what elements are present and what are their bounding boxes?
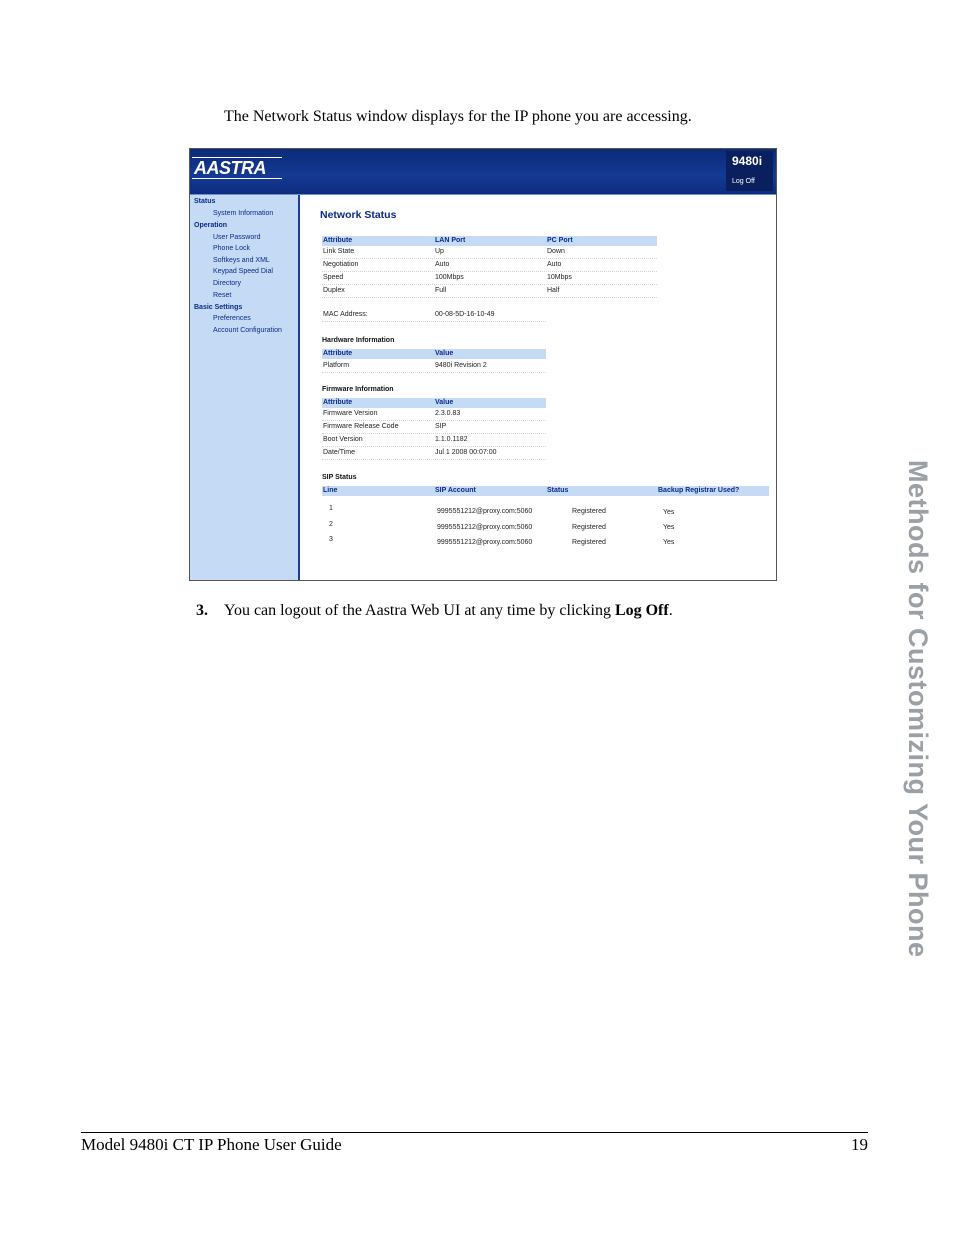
table-row	[322, 519, 769, 531]
cell: Down	[547, 248, 565, 255]
nav-item-phone-lock[interactable]: Phone Lock	[213, 245, 250, 252]
model-badge	[726, 151, 773, 191]
model-number: 9480i	[732, 154, 763, 168]
cell: 3	[329, 536, 333, 543]
cell: Yes	[663, 539, 675, 546]
cell: 2.3.0.83	[435, 410, 461, 417]
intro-text: The Network Status window displays for the IP phone you are accessing.	[224, 108, 692, 125]
cell: Boot Version	[323, 436, 363, 443]
column-header: Attribute	[323, 399, 353, 406]
cell: Yes	[663, 509, 675, 516]
nav-item-system-information[interactable]: System Information	[213, 210, 274, 217]
column-header: Attribute	[323, 237, 353, 244]
column-header: Value	[435, 399, 454, 406]
cell: Duplex	[323, 287, 345, 294]
cell: Negotiation	[323, 261, 359, 268]
page-number: 19	[851, 1135, 868, 1154]
cell: 1.1.0.1182	[435, 436, 468, 443]
table-row	[322, 360, 546, 373]
mac-value: 00-08-5D-16-10-49	[435, 311, 495, 318]
cell: 9995551212@proxy.com:5060	[437, 508, 533, 515]
footer-rule	[81, 1132, 868, 1133]
table-row	[322, 259, 657, 272]
column-header: SIP Account	[435, 487, 476, 494]
sip-title: SIP Status	[322, 474, 357, 481]
cell: Full	[435, 287, 447, 294]
cell: Yes	[663, 524, 675, 531]
cell: Half	[547, 287, 560, 294]
cell: Firmware Release Code	[323, 423, 399, 430]
column-header: Status	[547, 487, 569, 494]
nav-section-basic-settings: Basic Settings	[194, 304, 243, 311]
step-number: 3.	[196, 602, 208, 619]
nav-item-account-configuration[interactable]: Account Configuration	[213, 327, 282, 334]
cell: Auto	[547, 261, 562, 268]
table-row	[322, 272, 657, 285]
step-bold-term: Log Off	[614, 602, 669, 619]
cell: Jul 1 2008 00:07:00	[435, 449, 497, 456]
cell: 1	[329, 505, 333, 512]
step-3	[196, 602, 673, 620]
table-row	[322, 285, 657, 298]
nav-item-user-password[interactable]: User Password	[213, 234, 261, 241]
web-ui-screenshot	[189, 148, 777, 581]
mac-label: MAC Address:	[323, 311, 368, 318]
main-content	[300, 195, 776, 580]
column-header: PC Port	[547, 237, 573, 244]
table-row	[322, 246, 657, 259]
table-row	[322, 408, 546, 421]
page-title: Network Status	[320, 209, 397, 221]
cell: Platform	[323, 362, 350, 369]
column-header: LAN Port	[435, 237, 466, 244]
step-text: You can logout of the Aastra Web UI at any time by clicking	[224, 602, 615, 619]
table-row	[322, 503, 769, 515]
sip-table-header	[322, 486, 769, 496]
cell: Link State	[323, 248, 355, 255]
aastra-logo: AASTRA	[194, 158, 266, 178]
column-header: Line	[323, 487, 338, 494]
cell: Firmware Version	[323, 410, 378, 417]
nav-section-status: Status	[194, 198, 216, 205]
nav-item-preferences[interactable]: Preferences	[213, 315, 251, 322]
cell: Registered	[572, 524, 606, 531]
column-header: Value	[435, 350, 454, 357]
cell: 9480i Revision 2	[435, 362, 487, 369]
cell: Registered	[572, 508, 606, 515]
cell: SIP	[435, 423, 447, 430]
table-row	[322, 421, 546, 434]
table-row	[322, 534, 769, 546]
cell: 9995551212@proxy.com:5060	[437, 539, 533, 546]
column-header: Backup Registrar Used?	[658, 487, 740, 494]
network-table-header	[322, 236, 657, 246]
cell: Speed	[323, 274, 344, 281]
table-row	[322, 434, 546, 447]
header-banner	[190, 149, 776, 194]
nav-item-reset[interactable]: Reset	[213, 292, 232, 299]
cell: Registered	[572, 539, 606, 546]
cell: 9995551212@proxy.com:5060	[437, 524, 533, 531]
nav-item-softkeys[interactable]: Softkeys and XML	[213, 257, 270, 264]
cell: 100Mbps	[435, 274, 464, 281]
nav-item-directory[interactable]: Directory	[213, 280, 242, 287]
footer-title: Model 9480i CT IP Phone User Guide	[81, 1135, 342, 1154]
firmware-title: Firmware Information	[322, 386, 394, 393]
column-header: Attribute	[323, 350, 353, 357]
sidebar-nav	[190, 195, 300, 580]
cell: 2	[329, 521, 333, 528]
table-row	[322, 447, 546, 460]
hardware-title: Hardware Information	[322, 337, 395, 344]
hardware-table-header	[322, 349, 546, 359]
cell: Up	[435, 248, 444, 255]
log-off-link[interactable]: Log Off	[732, 178, 755, 185]
step-text-end: .	[668, 602, 673, 619]
nav-section-operation: Operation	[194, 222, 228, 229]
cell: Auto	[435, 261, 450, 268]
mac-address-row	[322, 309, 546, 322]
cell: 10Mbps	[547, 274, 572, 281]
firmware-table-header	[322, 398, 546, 408]
chapter-side-tab: Methods for Customizing Your Phone	[903, 460, 933, 958]
cell: Date/Time	[323, 449, 356, 456]
nav-item-keypad-speed-dial[interactable]: Keypad Speed Dial	[213, 268, 273, 275]
